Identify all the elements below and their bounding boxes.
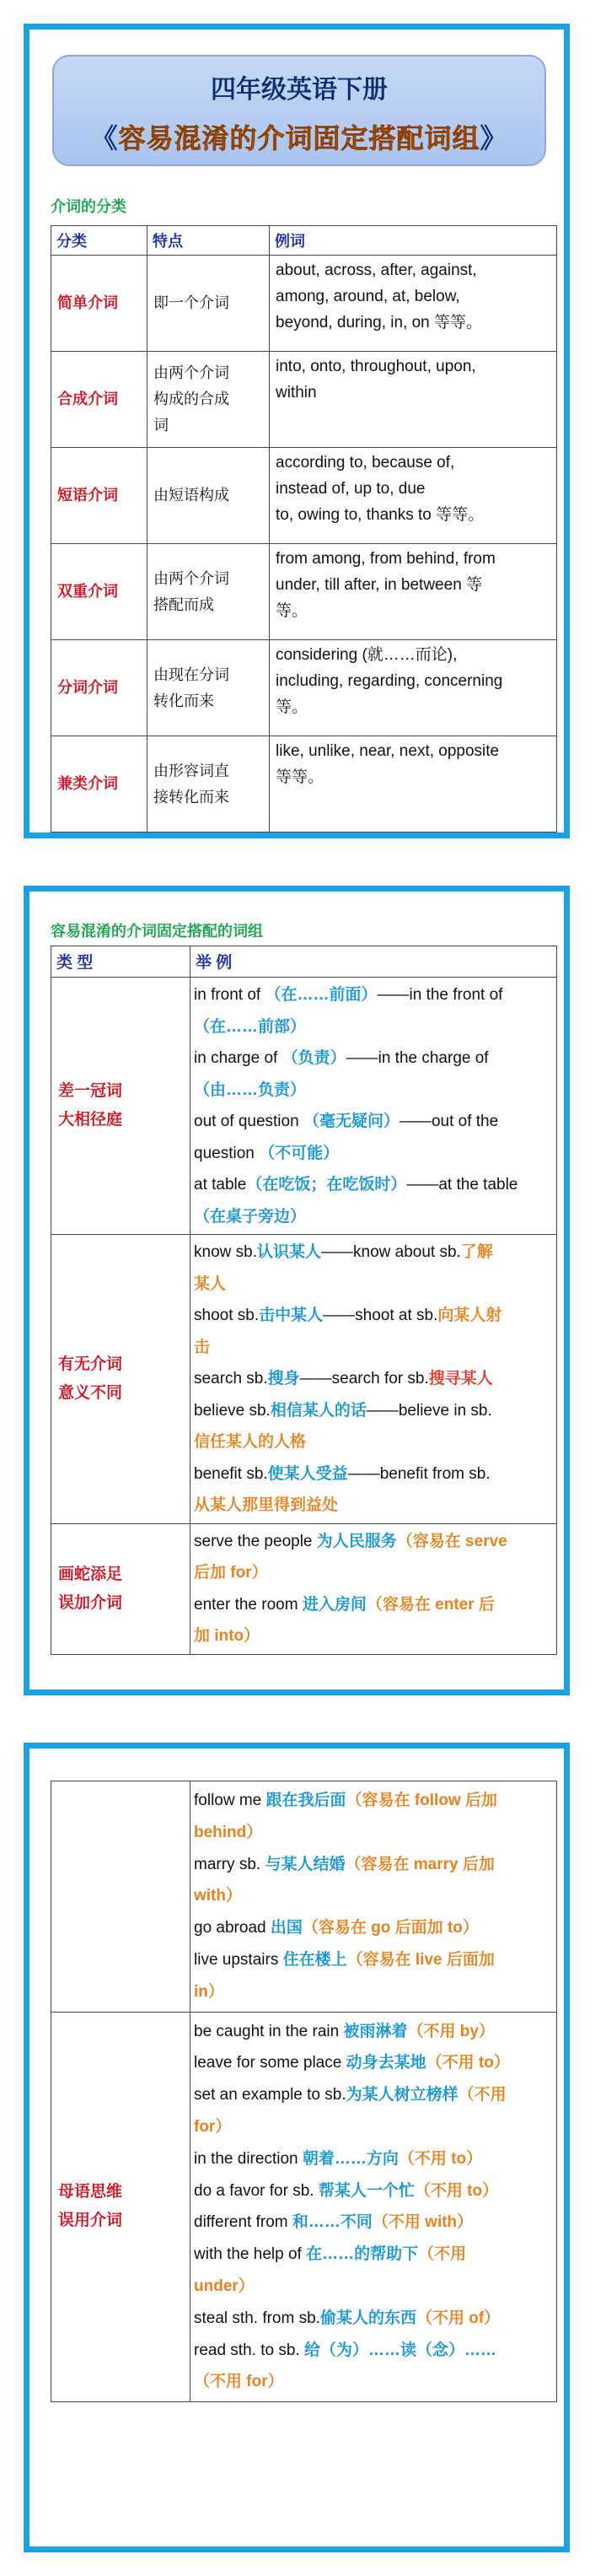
type-line: 差一冠词 — [58, 1082, 123, 1100]
example-line — [194, 1557, 553, 1589]
example-line — [194, 979, 553, 1011]
type-line: 误用介词 — [58, 2212, 123, 2230]
examples-cell — [190, 1781, 557, 2013]
meaning-text: 进入房间 — [302, 1595, 367, 1614]
example-line — [194, 1458, 553, 1490]
meaning-text: （不可能） — [259, 1144, 340, 1162]
type-line: 母语思维 — [58, 2183, 123, 2201]
examples-cell — [190, 1235, 557, 1524]
phrases-card — [24, 886, 570, 1695]
meaning-text: 使某人受益 — [267, 1464, 348, 1483]
note-text: behind） — [194, 1823, 263, 1841]
feature-cell — [147, 544, 270, 640]
feature-line: 由现在分词 — [153, 666, 229, 683]
feature-cell — [147, 448, 270, 544]
type-cell — [51, 1235, 190, 1524]
meaning-text: 帮某人一个忙 — [318, 2181, 415, 2200]
feature-line: 由形容词直 — [153, 762, 229, 779]
note-text: 某人 — [194, 1275, 227, 1293]
phrase-text: live upstairs — [194, 1950, 283, 1969]
type-line: 误加介词 — [58, 1593, 123, 1612]
type-line: 意义不同 — [58, 1383, 123, 1402]
example-line — [194, 1269, 553, 1301]
meaning-text: 在……的帮助下 — [306, 2245, 419, 2264]
example-line: including, regarding, concerning — [276, 672, 503, 690]
note-text: 搜寻某人 — [428, 1370, 493, 1388]
examples-cell — [270, 352, 557, 448]
meaning-text: （在……前面） — [265, 986, 378, 1004]
examples-cell — [270, 256, 557, 352]
note-text: （不用 to） — [414, 2181, 499, 2200]
example-line — [194, 1237, 553, 1269]
example-line — [194, 1395, 553, 1427]
meaning-text: （毫无疑问） — [303, 1113, 400, 1130]
example-line — [194, 2175, 553, 2207]
example-line — [194, 2207, 553, 2239]
meaning-text: 出国 — [270, 1919, 303, 1937]
header-examples: 举 例 — [190, 946, 557, 978]
example-line — [194, 1426, 553, 1458]
phrase-text: ——out of the — [399, 1113, 499, 1130]
examples-cell — [190, 2012, 557, 2402]
phrase-text: enter the room — [194, 1595, 303, 1614]
feature-line: 由两个介词 — [153, 364, 229, 381]
phrase-text: benefit sb. — [194, 1464, 268, 1483]
phrase-text: search sb. — [194, 1370, 268, 1388]
note-text: （不用 to） — [398, 2149, 483, 2168]
phrase-text: question — [194, 1144, 260, 1162]
phrase-text: leave for some place — [194, 2054, 346, 2072]
type-cell — [51, 1781, 190, 2013]
phrase-text: at table — [194, 1176, 247, 1194]
example-line — [194, 1880, 553, 1912]
note-text: （容易在 live 后面加 — [346, 1950, 495, 1969]
classification-table — [51, 225, 557, 833]
feature-cell — [147, 352, 270, 448]
feature-line: 即一个介词 — [153, 294, 229, 311]
table-row — [51, 2012, 557, 2402]
type-cell — [51, 978, 190, 1235]
note-text: with） — [194, 1887, 242, 1905]
feature-line: 搭配而成 — [153, 595, 214, 613]
example-line — [194, 1363, 553, 1395]
phrase-text: ——in the charge of — [346, 1049, 489, 1067]
phrase-text: go abroad — [194, 1919, 271, 1937]
title-banner — [52, 55, 546, 166]
example-line — [194, 1976, 553, 2008]
category-cell: 简单介词 — [51, 256, 147, 352]
phrase-text: different from — [194, 2213, 292, 2232]
meaning-text: 与某人结婚 — [265, 1855, 346, 1873]
example-line: like, unlike, near, next, opposite — [276, 742, 500, 760]
phrase-text: ——in the front of — [377, 986, 503, 1004]
table-row — [51, 736, 557, 833]
phrase-text: steal sth. from sb. — [194, 2309, 320, 2327]
example-line: within — [276, 384, 317, 401]
phrase-text: ——know about sb. — [321, 1243, 461, 1261]
section-label-classification: 介词的分类 — [51, 198, 126, 215]
note-text: （不用 by） — [407, 2022, 495, 2040]
phrase-text: ——search for sb. — [299, 1370, 429, 1388]
open-bracket: 《 — [90, 123, 119, 154]
phrase-text: serve the people — [194, 1532, 317, 1550]
type-line: 画蛇添足 — [58, 1565, 123, 1583]
example-line — [194, 2016, 553, 2048]
example-line: 等等。 — [276, 768, 324, 786]
example-line — [194, 2366, 553, 2398]
example-line: 等。 — [276, 698, 308, 716]
example-line: considering (就……而论), — [276, 646, 458, 664]
meaning-text: 搜身 — [267, 1370, 300, 1388]
example-line — [194, 2303, 553, 2335]
examples-cell — [190, 1523, 557, 1654]
example-line: about, across, after, against, — [276, 261, 477, 279]
example-line — [194, 1300, 553, 1332]
example-line — [194, 1075, 553, 1107]
example-line — [194, 1785, 553, 1817]
note-text: under） — [194, 2277, 255, 2295]
type-cell — [51, 2012, 190, 2402]
meaning-text: 为人民服务 — [316, 1532, 397, 1550]
table-row — [51, 978, 557, 1235]
category-cell: 双重介词 — [51, 544, 147, 640]
feature-line: 由两个介词 — [153, 569, 229, 587]
note-text: （容易在 follow 后加 — [346, 1792, 497, 1809]
feature-line: 由短语构成 — [153, 487, 229, 504]
example-line — [194, 1589, 553, 1621]
category-cell: 分词介词 — [51, 640, 147, 736]
example-line — [194, 1912, 553, 1944]
classification-card — [24, 24, 570, 838]
examples-cell — [270, 448, 557, 544]
header-type: 类 型 — [51, 946, 190, 978]
example-line — [194, 2079, 553, 2111]
type-line: 有无介词 — [58, 1355, 123, 1373]
meaning-text: （由……负责） — [194, 1081, 307, 1099]
note-text: （不用 of） — [416, 2309, 501, 2327]
note-text: 击 — [194, 1338, 211, 1356]
phrase-text: marry sb. — [194, 1855, 265, 1873]
phrase-text: set an example to sb. — [194, 2086, 346, 2104]
example-line: among, around, at, below, — [276, 288, 460, 305]
phrase-text: do a favor for sb. — [194, 2181, 319, 2200]
meaning-text: 和……不同 — [292, 2213, 373, 2232]
type-line: 大相径庭 — [58, 1111, 123, 1129]
example-line — [194, 1526, 553, 1558]
meaning-text: 跟在我后面 — [265, 1792, 346, 1809]
example-line — [194, 1169, 553, 1201]
phrases-table — [51, 946, 557, 1655]
close-bracket: 》 — [480, 123, 508, 154]
note-text: for） — [194, 2117, 232, 2136]
example-line: into, onto, throughout, upon, — [276, 358, 476, 375]
meaning-text: 认识某人 — [256, 1243, 321, 1261]
page-subtitle — [54, 117, 544, 156]
feature-line: 转化而来 — [153, 692, 214, 709]
example-line: under, till after, in between 等 — [276, 576, 483, 594]
page-title: 四年级英语下册 — [211, 76, 388, 104]
note-text: 信任某人的人格 — [194, 1433, 307, 1451]
example-line — [194, 1944, 553, 1976]
example-line — [194, 1201, 553, 1233]
meaning-text: 动身去某地 — [346, 2054, 426, 2072]
phrase-text: read sth. to sb. — [194, 2341, 304, 2359]
category-cell: 合成介词 — [51, 352, 147, 448]
meaning-text: 朝着……方向 — [302, 2149, 399, 2168]
phrase-text: ——shoot at sb. — [323, 1307, 438, 1324]
example-line — [194, 2111, 553, 2143]
note-text: 加 into） — [194, 1627, 260, 1645]
phrase-text: ——benefit from sb. — [347, 1464, 491, 1483]
phrase-text: out of question — [194, 1113, 303, 1130]
phrase-text: follow me — [194, 1792, 266, 1809]
category-cell: 兼类介词 — [51, 736, 147, 833]
meaning-text: 为某人树立榜样 — [346, 2086, 459, 2104]
feature-cell — [147, 640, 270, 736]
note-text: 后加 for） — [194, 1564, 268, 1582]
note-text: 从某人那里得到益处 — [194, 1496, 339, 1514]
example-line — [194, 1817, 553, 1849]
note-text: （不用 — [418, 2245, 467, 2264]
meaning-text: 住在楼上 — [282, 1950, 347, 1969]
example-line: instead of, up to, due — [276, 480, 426, 498]
table-row — [51, 544, 557, 640]
subtitle-highlight: 容易混淆的介词固定搭配词组 — [118, 123, 480, 154]
note-text: （容易在 enter 后 — [366, 1595, 495, 1614]
example-line — [194, 2143, 553, 2175]
table-row — [51, 256, 557, 352]
table-row — [51, 1235, 557, 1524]
meaning-text: 偷某人的东西 — [319, 2309, 416, 2327]
meaning-text: （负责） — [282, 1049, 346, 1067]
example-line — [194, 1490, 553, 1522]
example-line: beyond, during, in, on 等等。 — [276, 314, 483, 331]
table-row — [51, 352, 557, 448]
note-text: （不用 for） — [194, 2373, 284, 2391]
phrase-text: know sb. — [194, 1243, 257, 1261]
table-row — [51, 1781, 557, 2013]
header-category: 分类 — [51, 226, 147, 256]
note-text: （不用 with） — [372, 2213, 474, 2232]
feature-line: 接转化而来 — [153, 788, 229, 806]
meaning-text: （在……前部） — [194, 1017, 307, 1036]
example-line — [194, 2047, 553, 2079]
note-text: in） — [194, 1982, 224, 2001]
meaning-text: 被雨淋着 — [343, 2022, 408, 2040]
table-row — [51, 1523, 557, 1654]
note-text: （不用 — [458, 2086, 507, 2104]
note-text: （容易在 marry 后加 — [345, 1855, 495, 1873]
example-line: to, owing to, thanks to 等等。 — [276, 506, 485, 524]
meaning-text: 给（为）……读（念）…… — [303, 2341, 496, 2359]
header-feature: 特点 — [147, 226, 270, 256]
example-line — [194, 1849, 553, 1881]
phrase-text: in charge of — [194, 1049, 282, 1067]
phrase-text: with the help of — [194, 2245, 307, 2264]
phrase-text: ——at the table — [406, 1176, 518, 1194]
phrases-continued-card — [24, 1743, 570, 2552]
example-line — [194, 1138, 553, 1170]
table-row — [51, 448, 557, 544]
example-line: 等。 — [276, 602, 308, 620]
example-line — [194, 2335, 553, 2367]
table-row — [51, 640, 557, 736]
examples-cell — [190, 978, 557, 1235]
example-line — [194, 1332, 553, 1364]
table-header-row — [51, 226, 557, 256]
example-line — [194, 1043, 553, 1075]
example-line: from among, from behind, from — [276, 550, 496, 568]
header-examples: 例词 — [270, 226, 557, 256]
meaning-text: （在吃饭；在吃饭时） — [246, 1176, 407, 1194]
section-label-phrases: 容易混淆的介词固定搭配的词组 — [51, 923, 263, 940]
phrase-text: in the direction — [194, 2149, 303, 2168]
phrase-text: believe sb. — [194, 1401, 271, 1420]
feature-line: 词 — [153, 417, 169, 434]
category-cell: 短语介词 — [51, 448, 147, 544]
note-text: 了解 — [460, 1243, 493, 1261]
feature-cell — [147, 736, 270, 833]
phrases-continued-table — [51, 1781, 557, 2402]
note-text: （容易在 serve — [396, 1532, 507, 1550]
meaning-text: 相信某人的话 — [270, 1401, 367, 1420]
note-text: （不用 to） — [426, 2054, 510, 2072]
phrase-text: be caught in the rain — [194, 2022, 344, 2040]
phrase-text: in front of — [194, 986, 265, 1004]
example-line — [194, 2271, 553, 2303]
example-line — [194, 1620, 553, 1652]
example-line — [194, 1106, 553, 1138]
meaning-text: 击中某人 — [259, 1307, 324, 1324]
feature-line: 构成的合成 — [153, 391, 229, 407]
feature-cell — [147, 256, 270, 352]
phrase-text: ——believe in sb. — [366, 1401, 492, 1420]
examples-cell — [270, 640, 557, 736]
example-line — [194, 2239, 553, 2271]
table-header-row — [51, 946, 557, 978]
note-text: （容易在 go 后面加 to） — [302, 1919, 479, 1937]
example-line — [194, 1011, 553, 1043]
type-cell — [51, 1523, 190, 1654]
note-text: 向某人射 — [437, 1307, 502, 1324]
example-line: according to, because of, — [276, 454, 455, 472]
examples-cell — [270, 736, 557, 833]
meaning-text: （在桌子旁边） — [194, 1207, 307, 1226]
phrase-text: shoot sb. — [194, 1307, 260, 1324]
examples-cell — [270, 544, 557, 640]
